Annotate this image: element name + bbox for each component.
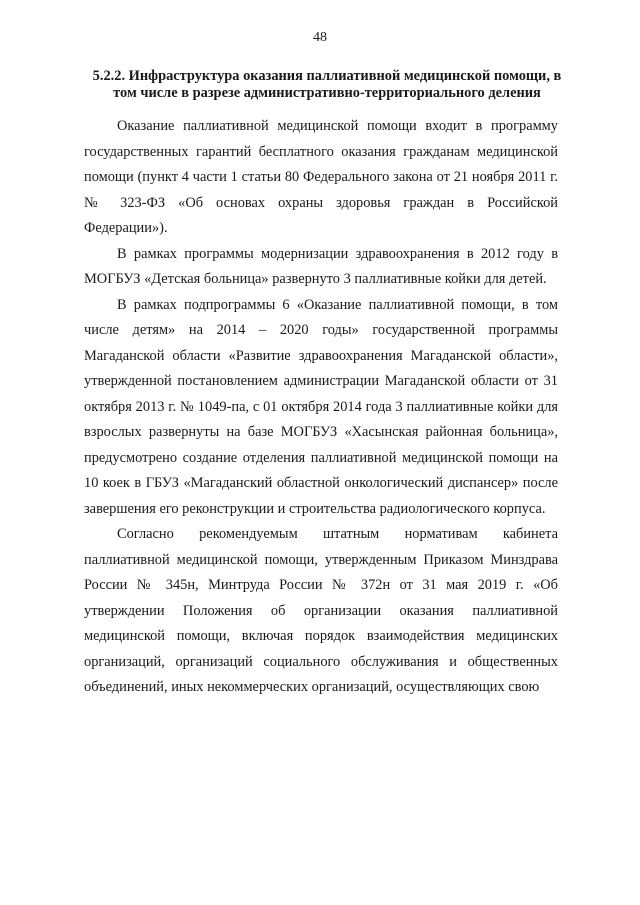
paragraph-subprogram-6: В рамках подпрограммы 6 «Оказание паллиативной помощи, в том числе детям» на 2014 – 2020 годы» государственной программы Магаданской области «Развитие здравоохранения Магаданской области», утвержденной постановлением администрации Магаданской области от 31 октября 2013 г. № 1049-па, с 01 октября 2014 года 3 паллиативные койки для взрослых развернуты на базе МОГБУЗ «Хасынская районная больница», предусмотрено создание отделения паллиативной медицинской помощи на 10 коек в ГБУЗ «Магаданский областной онкологический диспансер» после завершения его реконструкции и строительства радиологического корпуса.	[84, 296, 558, 517]
paragraph-staff-norms: Согласно рекомендуемым штатным нормативам кабинета паллиативной медицинской помощи, утвержденным Приказом Минздрава России № 345н, Минтруда России № 372н от 31 мая 2019 г. «Об утверждении Положения об организации оказания паллиативной медицинской помощи, включая порядок взаимодействия медицинских организаций, организаций социального обслуживания и общественных объединений, иных некоммерческих организаций, осуществляющих свою	[84, 526, 558, 695]
section-heading: 5.2.2. Инфраструктура оказания паллиативной медицинской помощи, в том числе в разрезе административно-территориального деления	[92, 68, 562, 101]
page-number: 48	[313, 30, 327, 45]
body-text	[84, 114, 558, 701]
paragraph-palliative-guarantees: Оказание паллиативной медицинской помощи входит в программу государственных гарантий бесплатного оказания гражданам медицинской помощи (пункт 4 части 1 статьи 80 Федерального закона от 21 ноября 2011 г. № 323-ФЗ «Об основах охраны здоровья граждан в Российской Федерации»).	[84, 118, 558, 236]
paragraph-modernization-program: В рамках программы модернизации здравоохранения в 2012 году в МОГБУЗ «Детская больница» развернуто 3 паллиативные койки для детей.	[84, 245, 558, 287]
